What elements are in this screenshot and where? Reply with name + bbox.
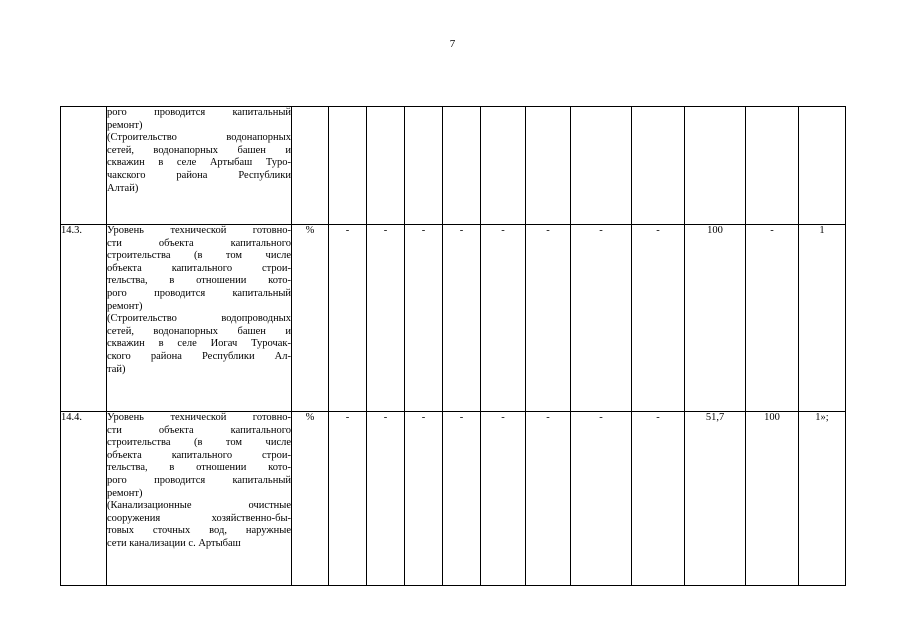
indicator-description-cell xyxy=(107,107,292,225)
value-cell: 1»; xyxy=(799,412,846,586)
value-cell xyxy=(685,107,746,225)
description-line: (Строительство водонапорных xyxy=(107,132,291,144)
value-cell: - xyxy=(443,225,481,412)
description-line: сетей, водонапорных башен и xyxy=(107,144,291,156)
description-line: строительства (в том числе xyxy=(107,250,291,262)
description-line: сти объекта капитального xyxy=(107,237,291,249)
row-number-cell: 14.3. xyxy=(61,225,107,412)
description-line: ремонт) xyxy=(107,119,143,131)
unit-cell xyxy=(292,107,329,225)
description-line: Уровень технической готовно- xyxy=(107,225,291,236)
row-number-cell xyxy=(61,107,107,225)
value-cell xyxy=(481,107,526,225)
description-line: (Строительство водопроводных xyxy=(107,313,291,325)
description-line: тельства, в отношении кото- xyxy=(107,275,291,287)
value-cell xyxy=(526,107,571,225)
value-cell: - xyxy=(571,225,632,412)
value-cell: 100 xyxy=(746,412,799,586)
value-cell: - xyxy=(632,412,685,586)
description-line: скважин в селе Артыбаш Туро- xyxy=(107,157,291,169)
description-line: рого проводится капитальный xyxy=(107,287,291,299)
value-cell xyxy=(405,107,443,225)
value-cell: - xyxy=(443,412,481,586)
value-cell: - xyxy=(367,225,405,412)
description-line: ремонт) xyxy=(107,487,143,499)
row-number-cell: 14.4. xyxy=(61,412,107,586)
indicator-table xyxy=(60,106,846,586)
unit-cell: % xyxy=(292,412,329,586)
description-line: тельства, в отношении кото- xyxy=(107,462,291,474)
description-line: сетей, водонапорных башен и xyxy=(107,325,291,337)
description-line: строительства (в том числе xyxy=(107,437,291,449)
value-cell: - xyxy=(526,412,571,586)
indicator-description-cell xyxy=(107,225,292,412)
value-cell: - xyxy=(481,412,526,586)
unit-cell: % xyxy=(292,225,329,412)
value-cell xyxy=(329,107,367,225)
value-cell xyxy=(571,107,632,225)
description-line: сооружения хозяйственно-бы- xyxy=(107,512,291,524)
description-line: Уровень технической готовно- xyxy=(107,412,291,423)
value-cell: - xyxy=(746,225,799,412)
value-cell: - xyxy=(481,225,526,412)
indicator-description-cell xyxy=(107,412,292,586)
description-line: объекта капитального строи- xyxy=(107,449,291,461)
description-line: товых сточных вод, наружные xyxy=(107,525,291,537)
description-line: сти объекта капитального xyxy=(107,424,291,436)
description-line: ского района Республики Ал- xyxy=(107,350,291,362)
value-cell xyxy=(443,107,481,225)
description-line: Алтай) xyxy=(107,182,139,194)
description-line: рого проводится капитальный xyxy=(107,107,291,118)
value-cell: - xyxy=(571,412,632,586)
value-cell: - xyxy=(526,225,571,412)
value-cell: 1 xyxy=(799,225,846,412)
description-line: объекта капитального строи- xyxy=(107,262,291,274)
value-cell: - xyxy=(329,225,367,412)
value-cell: - xyxy=(405,225,443,412)
value-cell: - xyxy=(367,412,405,586)
value-cell: - xyxy=(405,412,443,586)
table-row xyxy=(61,225,846,412)
description-line: чакского района Республики xyxy=(107,169,291,181)
table-row xyxy=(61,412,846,586)
description-line: ремонт) xyxy=(107,300,143,312)
table-row xyxy=(61,107,846,225)
value-cell xyxy=(799,107,846,225)
description-line: (Канализационные очистные xyxy=(107,500,291,512)
value-cell: - xyxy=(329,412,367,586)
value-cell xyxy=(632,107,685,225)
page-number: 7 xyxy=(449,38,456,50)
value-cell: - xyxy=(632,225,685,412)
description-line: сети канализации с. Артыбаш xyxy=(107,537,241,549)
value-cell xyxy=(746,107,799,225)
description-line: скважин в селе Иогач Турочак- xyxy=(107,338,291,350)
value-cell xyxy=(367,107,405,225)
description-line: рого проводится капитальный xyxy=(107,474,291,486)
value-cell: 51,7 xyxy=(685,412,746,586)
value-cell: 100 xyxy=(685,225,746,412)
description-line: тай) xyxy=(107,363,126,375)
